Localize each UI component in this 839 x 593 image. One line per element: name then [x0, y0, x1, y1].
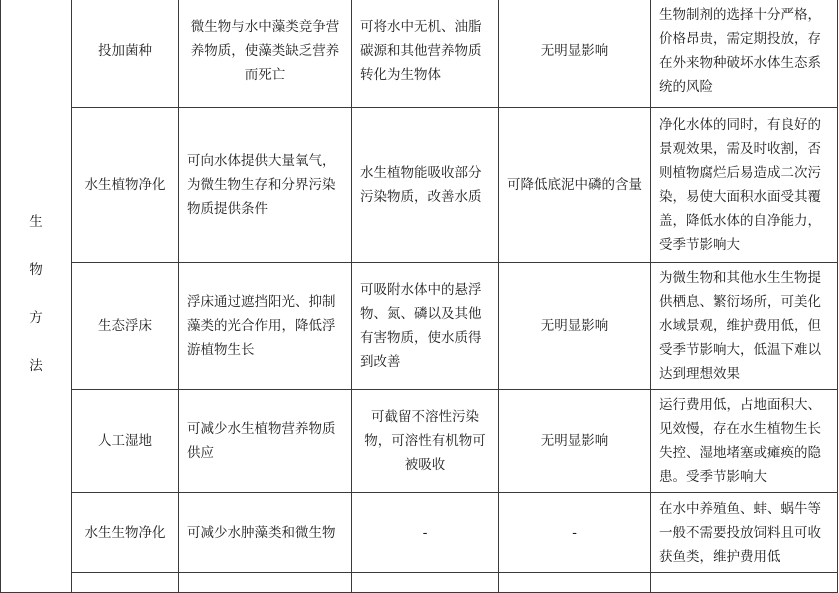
empty-cell	[72, 573, 179, 593]
category-char: 方	[29, 309, 43, 326]
category-char: 生	[29, 213, 43, 230]
method-name: 水生生物净化	[72, 493, 179, 573]
method-name: 生态浮床	[72, 263, 179, 390]
empty-cell	[651, 573, 838, 593]
table-row	[1, 108, 838, 263]
notes-cell: 生物制剂的选择十分严格，价格昂贵，需定期投放，存在外来物种破坏水体生态系统的风险	[651, 0, 838, 108]
sediment-effect-cell: 无明显影响	[499, 390, 651, 493]
sediment-effect-cell: 无明显影响	[499, 0, 651, 108]
principle-cell: 可向水体提供大量氧气，为微生物生存和分界污染物质提供条件	[179, 108, 352, 263]
category-char: 法	[29, 357, 43, 374]
notes-cell: 为微生物和其他水生生物提供栖息、繁衍场所，可美化水域景观，维护费用低，但受季节影响大，低温下难以达到理想效果	[651, 263, 838, 390]
water-effect-cell: 可截留不溶性污染物，可溶性有机物可被吸收	[352, 390, 499, 493]
method-name: 水生植物净化	[72, 108, 179, 263]
method-name: 人工湿地	[72, 390, 179, 493]
table-row	[1, 263, 838, 390]
principle-cell: 微生物与水中藻类竞争营养物质，使藻类缺乏营养而死亡	[179, 0, 352, 108]
water-effect-cell: 水生植物能吸收部分污染物质，改善水质	[352, 108, 499, 263]
principle-cell: 可减少水生植物营养物质供应	[179, 390, 352, 493]
principle-cell: 浮床通过遮挡阳光、抑制藻类的光合作用，降低浮游植物生长	[179, 263, 352, 390]
method-name: 投加菌种	[72, 0, 179, 108]
table-row	[1, 493, 838, 573]
table-row	[1, 0, 838, 108]
water-effect-cell: -	[352, 493, 499, 573]
water-effect-cell: 可将水中无机、油脂碳源和其他营养物质转化为生物体	[352, 0, 499, 108]
empty-cell	[499, 573, 651, 593]
notes-cell: 运行费用低，占地面积大、见效慢，存在水生植物生长失控、湿地堵塞或瘫痪的隐患。受季节影响大	[651, 390, 838, 493]
table-row-partial	[1, 573, 838, 593]
table-row	[1, 390, 838, 493]
notes-cell: 在水中养殖鱼、蚌、蜗牛等一般不需要投放饲料且可收获鱼类，维护费用低	[651, 493, 838, 573]
water-effect-cell: 可吸附水体中的悬浮物、氮、磷以及其他有害物质，使水质得到改善	[352, 263, 499, 390]
sediment-effect-cell: 可降低底泥中磷的含量	[499, 108, 651, 263]
empty-cell	[179, 573, 352, 593]
principle-cell: 可减少水肿藻类和微生物	[179, 493, 352, 573]
empty-cell	[352, 573, 499, 593]
category-cell	[1, 0, 72, 593]
sediment-effect-cell: 无明显影响	[499, 263, 651, 390]
notes-cell: 净化水体的同时，有良好的景观效果，需及时收割，否则植物腐烂后易造成二次污染，易使大面积水面受其覆盖，降低水体的自净能力，受季节影响大	[651, 108, 838, 263]
category-char: 物	[29, 261, 43, 278]
sediment-effect-cell: -	[499, 493, 651, 573]
